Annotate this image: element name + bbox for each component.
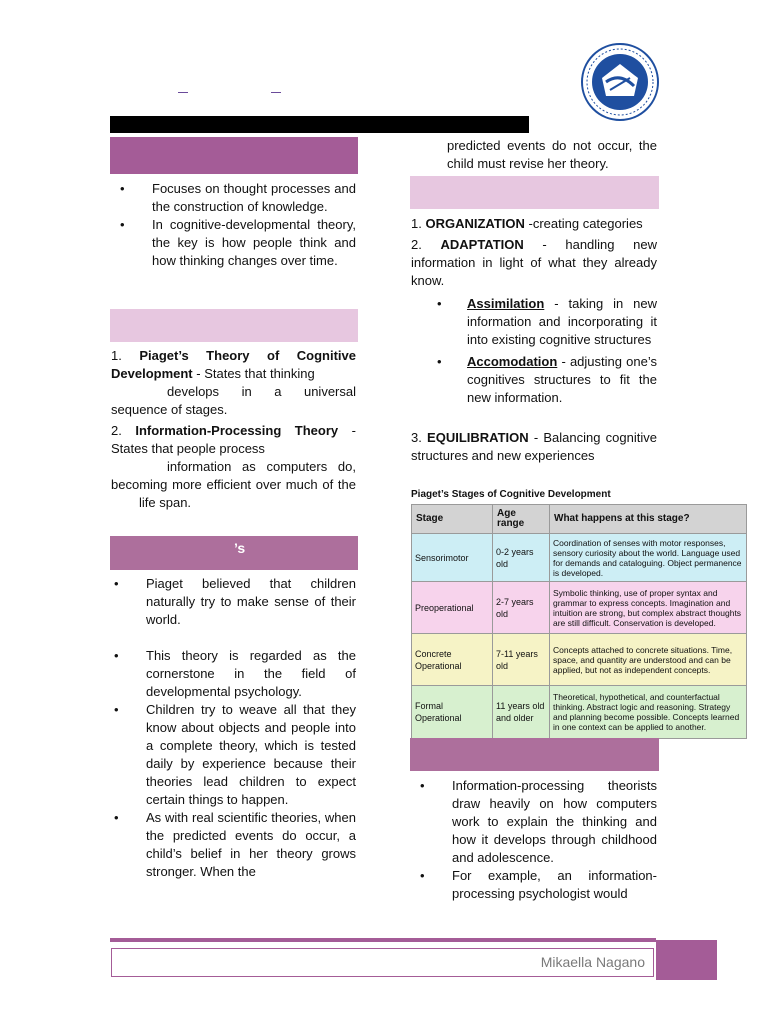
bullet-icon: • [114,702,119,717]
table-cell-age: 0-2 years old [493,534,550,582]
list-item: • In cognitive-developmental theory, the key is how people think and how thinking changes over time. [120,217,356,268]
university-seal-icon [580,42,660,122]
intro-bullet-list [116,180,356,270]
bullet-icon: • [420,778,425,793]
author-name: Mikaella Nagano [540,954,645,970]
list-item: • Piaget believed that children naturally try to make sense of their world. [114,576,356,627]
table-cell-desc: Symbolic thinking, use of proper syntax and grammar to express concepts. Imagination and intuition are strong, but complex abstract thoughts are still difficult. Conservation is developed. [550,582,747,634]
list-item: • Children try to weave all that they know about objects and people into a complete theory, which is tested daily by experience because their theories lead children to expect certain things to happen. [114,702,356,807]
bullet-icon: • [420,868,425,883]
footer-box [111,948,654,977]
table-title: Piaget’s Stages of Cognitive Development [411,489,611,500]
list-item: • For example, an information-processing psychologist would [420,868,657,901]
column-header: What happens at this stage? [550,505,747,534]
table-cell-stage: Concrete Operational [412,634,493,686]
theory-title: Information-Processing Theory [135,423,339,438]
theory-item-info-processing: 2. Information-Processing Theory - States that people process information as computers do, becoming more efficient over much of the life span. [111,423,356,510]
list-item: • As with real scientific theories, when the predicted events do occur, a child’s belief in her theory grows stronger. When the [114,810,356,879]
section-header-band [410,738,659,771]
info-processing-bullet-list [416,777,657,903]
theory-title: Piaget’s Theory of Cognitive Development [111,348,356,381]
continuation-text: predicted events do not occur, the child must revise her theory. [447,138,657,171]
table-row [412,534,747,582]
table-cell-age: 2-7 years old [493,582,550,634]
table-cell-desc: Coordination of senses with motor responses, sensory curiosity about the world. Language used for demands and cataloguing. Object permanence is developed. [550,534,747,582]
table-row [412,582,747,634]
table-cell-stage: Preoperational [412,582,493,634]
table-cell-stage: Formal Operational [412,686,493,739]
concept-equilibration: 3. EQUILIBRATION - Balancing cognitive structures and new experiences [411,430,657,463]
concept-organization: 1. ORGANIZATION -creating categories [411,216,643,231]
table-row [412,634,747,686]
section-header-text: ’s [234,540,246,556]
list-item: • Focuses on thought processes and the construction of knowledge. [120,181,356,214]
adaptation-sublist [431,295,657,407]
subsection-band [410,176,659,209]
bullet-icon: • [120,181,125,196]
theory-item-piaget: 1. Piaget’s Theory of Cognitive Development - States that thinking develops in a universal sequence of stages. [111,348,356,417]
piaget-bullet-list [110,575,356,881]
bullet-icon: • [120,217,125,232]
header-mark-right [271,92,281,93]
bullet-icon: • [114,576,119,591]
list-item: • Information-processing theorists draw heavily on how computers work to explain the thinking and how it develops through childhood and adolescence. [420,778,657,865]
section-header-band [110,137,358,174]
page-number-block [656,940,717,980]
bullet-icon: • [437,296,442,311]
table-cell-age: 11 years old and older [493,686,550,739]
bullet-icon: • [114,810,119,825]
title-bar [110,116,529,133]
table-cell-age: 7-11 years old [493,634,550,686]
table-header-row [412,505,747,534]
stages-table [411,504,747,739]
list-item: • Assimilation - taking in new information and incorporating it into existing cognitive structures [437,296,657,347]
header-mark-left [178,92,188,93]
section-header-band [110,536,358,570]
table-cell-desc: Theoretical, hypothetical, and counterfactual thinking. Abstract logic and reasoning. Strategy and planning become possible. Concepts learned in one context can be applied to another. [550,686,747,739]
bullet-icon: • [114,648,119,663]
column-header: Stage [412,505,493,534]
table-cell-stage: Sensorimotor [412,534,493,582]
list-item: • This theory is regarded as the cornerstone in the field of developmental psychology. [114,648,356,699]
table-row [412,686,747,739]
list-item: • Accomodation - adjusting one’s cognitives structures to fit the new information. [437,354,657,405]
concept-adaptation: 2. ADAPTATION - handling new information in light of what they already know. [411,237,657,288]
table-cell-desc: Concepts attached to concrete situations. Time, space, and quantity are understood and can be applied, but not as independent concepts. [550,634,747,686]
footer-divider [110,938,656,942]
column-header: Age range [493,505,550,534]
bullet-icon: • [437,354,442,369]
subsection-band [110,309,358,342]
